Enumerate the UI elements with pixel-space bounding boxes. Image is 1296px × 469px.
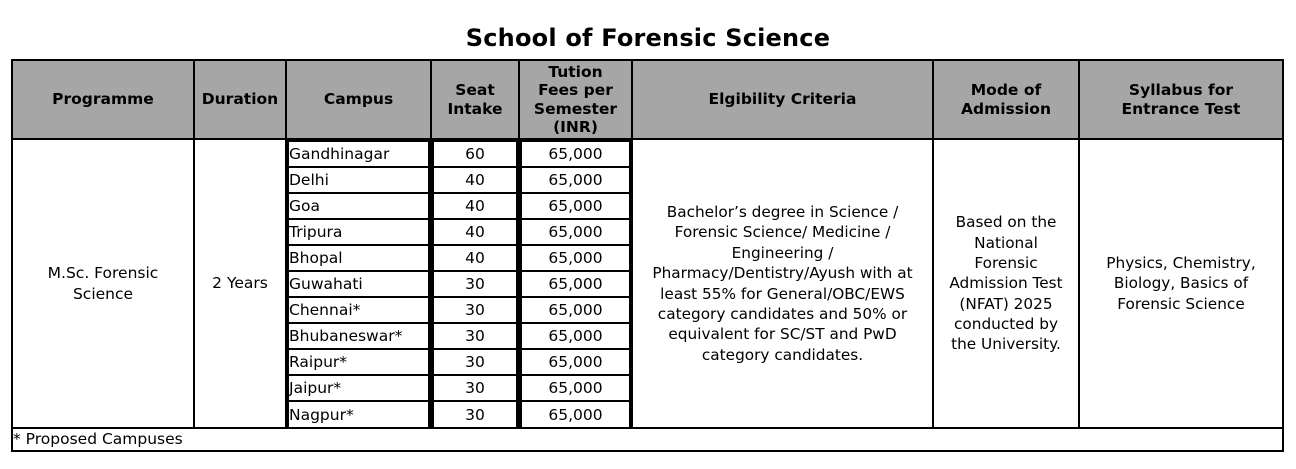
header-campus — [286, 60, 431, 139]
campus-row — [521, 141, 630, 167]
header-campus-label: Campus — [323, 90, 394, 109]
table-row — [12, 139, 1283, 428]
programme-table-container — [11, 59, 1282, 452]
header-tuition-line-4: (INR) — [553, 117, 598, 136]
table-body — [12, 139, 1283, 451]
header-programme-label: Programme — [52, 90, 154, 109]
header-tuition-line-3: Semester — [533, 99, 618, 118]
syllabus-text — [1080, 253, 1282, 314]
eligibility-line: Forensic Science/ Medicine / — [674, 223, 891, 242]
campus-name-cell: Gandhinagar — [288, 141, 429, 167]
campus-row — [433, 219, 517, 245]
eligibility-line: Pharmacy/Dentistry/Ayush with at — [652, 264, 913, 283]
campus-name-cell: Chennai* — [288, 297, 429, 323]
campus-name-cell: Jaipur* — [288, 375, 429, 401]
eligibility-text — [633, 202, 932, 365]
campus-row — [521, 271, 630, 297]
eligibility-line: category candidates. — [701, 345, 864, 364]
mode-of-admission-line: the University. — [951, 335, 1061, 354]
cell-programme — [12, 139, 194, 428]
eligibility-line: Engineering / — [731, 243, 834, 262]
page-title: School of Forensic Science — [465, 24, 831, 52]
campus-row — [433, 323, 517, 349]
cell-mode-of-admission — [933, 139, 1079, 428]
campus-row — [521, 349, 630, 375]
seat-intake-subtable-body — [433, 141, 517, 427]
campus-subtable — [287, 140, 430, 427]
syllabus-line: Forensic Science — [1117, 294, 1245, 313]
mode-of-admission-line: National — [974, 233, 1038, 252]
mode-of-admission-line: (NFAT) 2025 — [959, 294, 1053, 313]
header-mode-line-1: Mode of — [970, 81, 1042, 100]
cell-campus-list — [286, 139, 431, 428]
campus-row — [288, 245, 429, 271]
tuition-fees-cell: 65,000 — [521, 349, 630, 375]
syllabus-line: Physics, Chemistry, — [1106, 253, 1256, 272]
campus-row — [521, 219, 630, 245]
tuition-fees-cell: 65,000 — [521, 219, 630, 245]
campus-name-cell: Tripura — [288, 219, 429, 245]
header-duration-label: Duration — [201, 90, 279, 109]
campus-row — [433, 349, 517, 375]
campus-subtable-body — [288, 141, 429, 427]
header-syllabus-line-1: Syllabus for — [1128, 81, 1234, 100]
campus-row — [521, 193, 630, 219]
campus-row — [433, 375, 517, 401]
campus-row — [433, 193, 517, 219]
tuition-fees-cell: 65,000 — [521, 297, 630, 323]
header-seat-intake — [431, 60, 519, 139]
syllabus-line: Biology, Basics of — [1113, 274, 1249, 293]
campus-row — [288, 193, 429, 219]
seat-intake-cell: 40 — [433, 193, 517, 219]
seat-intake-cell: 30 — [433, 323, 517, 349]
campus-row — [288, 401, 429, 427]
fees-subtable-body — [521, 141, 630, 427]
cell-fees-list — [519, 139, 632, 428]
seat-intake-cell: 60 — [433, 141, 517, 167]
campus-row — [433, 297, 517, 323]
mode-of-admission-line: Admission Test — [949, 274, 1063, 293]
seat-intake-cell: 30 — [433, 271, 517, 297]
campus-name-cell: Raipur* — [288, 349, 429, 375]
campus-name-cell: Guwahati — [288, 271, 429, 297]
seat-intake-cell: 40 — [433, 245, 517, 271]
tuition-fees-cell: 65,000 — [521, 167, 630, 193]
campus-row — [521, 323, 630, 349]
campus-row — [521, 375, 630, 401]
header-mode-of-admission — [933, 60, 1079, 139]
tuition-fees-cell: 65,000 — [521, 245, 630, 271]
cell-syllabus — [1079, 139, 1283, 428]
campus-row — [288, 271, 429, 297]
header-programme — [12, 60, 194, 139]
tuition-fees-cell: 65,000 — [521, 401, 630, 427]
fees-subtable — [520, 140, 631, 427]
header-tuition-line-1: Tution — [548, 62, 603, 81]
header-seat-intake-line-2: Intake — [447, 99, 503, 118]
eligibility-line: equivalent for SC/ST and PwD — [668, 325, 897, 344]
footnote-text: * Proposed Campuses — [13, 430, 183, 449]
header-eligibility-label: Elgibility Criteria — [708, 90, 857, 109]
campus-row — [288, 375, 429, 401]
programme-line-2: Science — [72, 284, 134, 303]
campus-row — [521, 401, 630, 427]
header-mode-line-2: Admission — [960, 99, 1051, 118]
campus-row — [521, 297, 630, 323]
header-eligibility-criteria — [632, 60, 933, 139]
seat-intake-cell: 40 — [433, 219, 517, 245]
tuition-fees-cell: 65,000 — [521, 375, 630, 401]
campus-row — [288, 167, 429, 193]
campus-row — [521, 167, 630, 193]
programme-table — [11, 59, 1284, 452]
campus-row — [288, 323, 429, 349]
seat-intake-cell: 30 — [433, 349, 517, 375]
duration-value: 2 Years — [212, 274, 268, 293]
cell-duration — [194, 139, 286, 428]
header-tuition-fees — [519, 60, 632, 139]
campus-row — [288, 141, 429, 167]
campus-row — [288, 349, 429, 375]
eligibility-line: category candidates and 50% or — [657, 304, 908, 323]
footnote-row — [12, 428, 1283, 451]
header-duration — [194, 60, 286, 139]
campus-name-cell: Delhi — [288, 167, 429, 193]
cell-eligibility-criteria — [632, 139, 933, 428]
seat-intake-cell: 30 — [433, 401, 517, 427]
mode-of-admission-line: conducted by — [953, 315, 1059, 334]
cell-seat-intake-list — [431, 139, 519, 428]
campus-row — [433, 167, 517, 193]
eligibility-line: least 55% for General/OBC/EWS — [660, 284, 905, 303]
campus-row — [433, 141, 517, 167]
campus-row — [433, 245, 517, 271]
header-syllabus-line-2: Entrance Test — [1121, 99, 1241, 118]
tuition-fees-cell: 65,000 — [521, 141, 630, 167]
tuition-fees-cell: 65,000 — [521, 193, 630, 219]
eligibility-line: Bachelor’s degree in Science / — [666, 203, 899, 222]
mode-of-admission-line: Forensic — [974, 253, 1038, 272]
header-row — [12, 60, 1283, 139]
seat-intake-subtable — [432, 140, 518, 427]
header-seat-intake-line-1: Seat — [455, 81, 495, 100]
campus-row — [288, 297, 429, 323]
campus-name-cell: Bhubaneswar* — [288, 323, 429, 349]
campus-row — [521, 245, 630, 271]
campus-row — [288, 219, 429, 245]
tuition-fees-cell: 65,000 — [521, 271, 630, 297]
footnote-cell — [12, 428, 1283, 451]
campus-row — [433, 401, 517, 427]
campus-name-cell: Goa — [288, 193, 429, 219]
seat-intake-cell: 30 — [433, 297, 517, 323]
header-syllabus — [1079, 60, 1283, 139]
mode-of-admission-line: Based on the — [955, 213, 1057, 232]
programme-line-1: M.Sc. Forensic — [47, 264, 159, 283]
mode-of-admission-text — [934, 212, 1078, 354]
campus-row — [433, 271, 517, 297]
header-tuition-line-2: Fees per — [538, 81, 613, 100]
tuition-fees-cell: 65,000 — [521, 323, 630, 349]
table-header — [12, 60, 1283, 139]
seat-intake-cell: 30 — [433, 375, 517, 401]
seat-intake-cell: 40 — [433, 167, 517, 193]
campus-name-cell: Bhopal — [288, 245, 429, 271]
campus-name-cell: Nagpur* — [288, 401, 429, 427]
